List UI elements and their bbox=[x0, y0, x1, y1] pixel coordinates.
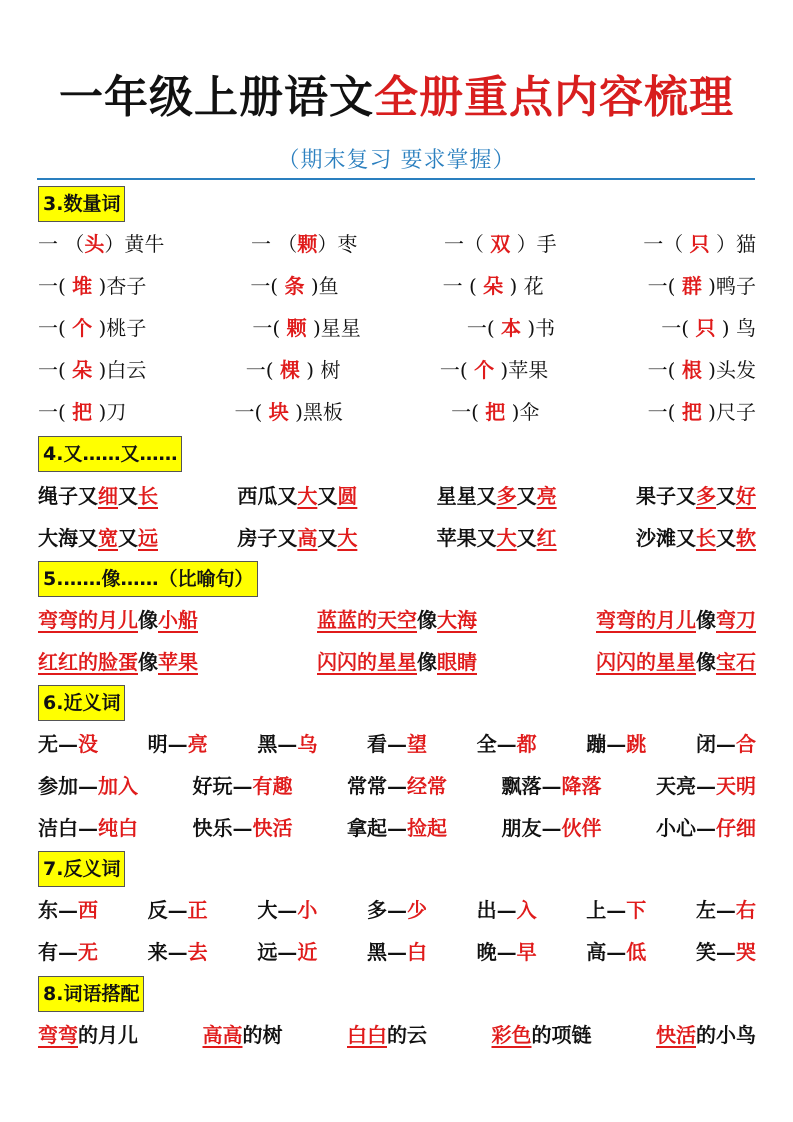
adjective-answer: 远 bbox=[138, 525, 158, 550]
again-item bbox=[437, 480, 557, 509]
collocation-modifier: 快活 bbox=[656, 1022, 696, 1047]
antonyms-item bbox=[586, 894, 646, 923]
synonyms-item bbox=[347, 812, 447, 841]
pair-word: 洁白— bbox=[38, 815, 98, 840]
synonyms-item bbox=[477, 728, 537, 757]
measure-word-answer: 双 bbox=[490, 231, 511, 256]
synonyms-item bbox=[38, 812, 138, 841]
item-text: 一（ bbox=[643, 231, 690, 256]
pair-word: 多— bbox=[366, 897, 407, 922]
adjective-answer: 长 bbox=[138, 483, 158, 508]
collocation-noun: 的小鸟 bbox=[696, 1022, 756, 1047]
pair-answer: 下 bbox=[626, 897, 647, 922]
adjective-answer: 大 bbox=[297, 483, 318, 508]
collocation-modifier: 白白 bbox=[347, 1022, 387, 1047]
collocation-modifier: 彩色 bbox=[491, 1022, 532, 1047]
item-text: ）手 bbox=[510, 231, 557, 256]
pair-answer: 经常 bbox=[407, 773, 447, 798]
measure-word-answer: 把 bbox=[681, 399, 702, 424]
item-text: 一( bbox=[647, 399, 682, 424]
synonyms-item bbox=[367, 728, 427, 757]
collocation-item bbox=[492, 1019, 592, 1048]
pair-word: 看— bbox=[366, 731, 407, 756]
adjective-answer: 长 bbox=[695, 525, 716, 550]
item-text: )杏子 bbox=[92, 273, 147, 298]
section-header-collocation: 8.词语搭配 bbox=[38, 976, 144, 1012]
item-text: 一( bbox=[234, 399, 269, 424]
pair-answer: 跳 bbox=[626, 731, 647, 756]
item-text: 一( bbox=[252, 315, 287, 340]
pair-word: 晚— bbox=[476, 939, 517, 964]
item-text: 一 （ bbox=[250, 231, 298, 256]
item-text: 又 bbox=[317, 525, 338, 550]
item-text: 又 bbox=[715, 525, 736, 550]
pair-answer: 都 bbox=[516, 731, 537, 756]
simile-row bbox=[38, 644, 756, 676]
simile-connector: 像 bbox=[138, 649, 158, 674]
pair-answer: 小 bbox=[297, 897, 318, 922]
pair-word: 黑— bbox=[366, 939, 407, 964]
item-text: 西瓜又 bbox=[237, 483, 298, 508]
pair-answer: 望 bbox=[406, 731, 427, 756]
pair-answer: 西 bbox=[78, 897, 98, 922]
collocation-item bbox=[656, 1019, 756, 1048]
measure-word-answer: 朵 bbox=[483, 273, 504, 298]
item-text: 绳子又 bbox=[38, 483, 98, 508]
pair-word: 明— bbox=[147, 731, 188, 756]
pair-word: 无— bbox=[38, 731, 78, 756]
antonyms-item bbox=[148, 894, 208, 923]
pair-answer: 亮 bbox=[187, 731, 208, 756]
measure-item bbox=[246, 354, 341, 383]
section-header-simile: 5.……像……（比喻句） bbox=[38, 561, 258, 597]
item-text: 一( bbox=[661, 315, 696, 340]
pair-answer: 近 bbox=[297, 939, 318, 964]
item-text: 又 bbox=[317, 483, 338, 508]
section-header-again: 4.又……又…… bbox=[38, 436, 182, 472]
measure-word-answer: 棵 bbox=[279, 357, 300, 382]
pair-answer: 天明 bbox=[716, 773, 756, 798]
synonyms-item bbox=[656, 812, 756, 841]
measure-item bbox=[648, 354, 756, 383]
item-text: )刀 bbox=[92, 399, 127, 424]
again-row bbox=[38, 520, 756, 552]
measure-word-answer: 颗 bbox=[297, 231, 318, 256]
adjective-answer: 圆 bbox=[337, 483, 358, 508]
collocation-item bbox=[347, 1019, 427, 1048]
simile-subject: 弯弯的月儿 bbox=[38, 607, 138, 632]
pair-word: 上— bbox=[586, 897, 627, 922]
pair-word: 拿起— bbox=[347, 815, 407, 840]
adjective-answer: 多 bbox=[695, 483, 716, 508]
measure-word-answer: 颗 bbox=[286, 315, 307, 340]
antonyms-row bbox=[38, 934, 756, 966]
measure-word-answer: 把 bbox=[72, 399, 93, 424]
antonyms-item bbox=[477, 894, 537, 923]
adjective-answer: 大 bbox=[337, 525, 358, 550]
again-item bbox=[636, 522, 756, 551]
simile-row bbox=[38, 602, 756, 634]
measure-item bbox=[38, 270, 146, 299]
item-text: 又 bbox=[118, 483, 138, 508]
simile-item bbox=[596, 604, 756, 633]
item-text: )书 bbox=[521, 315, 556, 340]
synonyms-item bbox=[502, 812, 602, 841]
again-item bbox=[38, 522, 158, 551]
item-text: 一( bbox=[466, 315, 502, 340]
pair-answer: 没 bbox=[78, 731, 98, 756]
adjective-answer: 细 bbox=[98, 483, 118, 508]
synonyms-item bbox=[347, 770, 447, 799]
simile-connector: 像 bbox=[138, 607, 158, 632]
simile-item bbox=[317, 604, 477, 633]
measure-word-answer: 个 bbox=[474, 357, 495, 382]
item-text: 一( bbox=[451, 399, 486, 424]
pair-word: 参加— bbox=[38, 773, 98, 798]
item-text: 星星又 bbox=[436, 483, 497, 508]
measure-row bbox=[38, 226, 756, 258]
pair-answer: 伙伴 bbox=[561, 815, 602, 840]
pair-answer: 早 bbox=[516, 939, 537, 964]
simile-object: 宝石 bbox=[716, 649, 756, 674]
pair-answer: 去 bbox=[187, 939, 208, 964]
pair-word: 飘落— bbox=[501, 773, 562, 798]
again-item bbox=[636, 480, 756, 509]
page-title bbox=[0, 70, 793, 126]
item-text: 一 （ bbox=[38, 231, 85, 256]
simile-subject: 闪闪的星星 bbox=[317, 649, 417, 674]
collocation-noun: 的月儿 bbox=[78, 1022, 138, 1047]
measure-row bbox=[38, 352, 756, 384]
measure-word-answer: 本 bbox=[501, 315, 522, 340]
page-subtitle: （期末复习 要求掌握） bbox=[277, 148, 516, 173]
pair-word: 高— bbox=[586, 939, 627, 964]
antonyms-item bbox=[257, 894, 317, 923]
simile-subject: 闪闪的星星 bbox=[596, 649, 696, 674]
simile-subject: 蓝蓝的天空 bbox=[317, 607, 417, 632]
adjective-answer: 红 bbox=[536, 525, 557, 550]
measure-word-answer: 群 bbox=[681, 273, 702, 298]
pair-answer: 有趣 bbox=[252, 773, 293, 798]
synonyms-item bbox=[502, 770, 602, 799]
pair-answer: 右 bbox=[735, 897, 756, 922]
simile-item bbox=[38, 646, 198, 675]
measure-word-answer: 个 bbox=[72, 315, 93, 340]
item-text: 一 ( bbox=[442, 273, 484, 298]
section-header-measure-words: 3.数量词 bbox=[38, 186, 125, 222]
simile-object: 弯刀 bbox=[716, 607, 756, 632]
simile-connector: 像 bbox=[417, 649, 437, 674]
adjective-answer: 软 bbox=[735, 525, 756, 550]
synonyms-row bbox=[38, 726, 756, 758]
collocation-item bbox=[38, 1019, 138, 1048]
measure-row bbox=[38, 394, 756, 426]
pair-answer: 合 bbox=[735, 731, 756, 756]
pair-word: 东— bbox=[38, 897, 78, 922]
measure-item bbox=[648, 396, 756, 425]
item-text: 一( bbox=[38, 315, 73, 340]
item-text: 房子又 bbox=[237, 525, 298, 550]
item-text: )尺子 bbox=[701, 399, 756, 424]
pair-answer: 快活 bbox=[252, 815, 293, 840]
measure-item bbox=[444, 228, 557, 257]
synonyms-item bbox=[656, 770, 756, 799]
simile-object: 苹果 bbox=[158, 649, 198, 674]
measure-item bbox=[443, 270, 544, 299]
measure-word-answer: 堆 bbox=[72, 273, 93, 298]
antonyms-item bbox=[148, 936, 208, 965]
pair-answer: 乌 bbox=[297, 731, 318, 756]
antonyms-item bbox=[367, 894, 427, 923]
item-text: ) 鸟 bbox=[715, 315, 756, 340]
pair-word: 黑— bbox=[257, 731, 298, 756]
measure-word-answer: 根 bbox=[681, 357, 702, 382]
pair-word: 蹦— bbox=[586, 731, 627, 756]
item-text: )鸭子 bbox=[701, 273, 756, 298]
synonyms-row bbox=[38, 768, 756, 800]
measure-word-answer: 只 bbox=[695, 315, 716, 340]
antonyms-item bbox=[696, 936, 756, 965]
antonyms-item bbox=[586, 936, 646, 965]
pair-word: 出— bbox=[476, 897, 517, 922]
item-text: )伞 bbox=[505, 399, 540, 424]
pair-word: 小心— bbox=[656, 815, 716, 840]
antonyms-item bbox=[696, 894, 756, 923]
synonyms-item bbox=[586, 728, 646, 757]
item-text: )鱼 bbox=[304, 273, 339, 298]
item-text: 又 bbox=[118, 525, 138, 550]
item-text: ) 花 bbox=[503, 273, 544, 298]
pair-word: 反— bbox=[147, 897, 188, 922]
item-text: 一（ bbox=[443, 231, 491, 256]
synonyms-item bbox=[696, 728, 756, 757]
simile-connector: 像 bbox=[696, 607, 716, 632]
item-text: 又 bbox=[516, 525, 537, 550]
antonyms-item bbox=[367, 936, 427, 965]
pair-word: 大— bbox=[257, 897, 298, 922]
pair-answer: 捡起 bbox=[407, 815, 447, 840]
simile-item bbox=[38, 604, 198, 633]
item-text: 又 bbox=[516, 483, 537, 508]
synonyms-item bbox=[38, 728, 98, 757]
item-text: 一( bbox=[38, 273, 73, 298]
measure-item bbox=[467, 312, 555, 341]
again-item bbox=[237, 480, 357, 509]
measure-row bbox=[38, 268, 756, 300]
item-text: )黑板 bbox=[288, 399, 343, 424]
adjective-answer: 宽 bbox=[98, 525, 118, 550]
measure-item bbox=[648, 270, 756, 299]
pair-word: 朋友— bbox=[501, 815, 562, 840]
measure-item bbox=[38, 228, 164, 257]
again-item bbox=[437, 522, 557, 551]
pair-word: 快乐— bbox=[192, 815, 253, 840]
item-text: 又 bbox=[715, 483, 736, 508]
simile-subject: 红红的脸蛋 bbox=[38, 649, 138, 674]
collocation-modifier: 弯弯 bbox=[38, 1022, 78, 1047]
synonyms-row bbox=[38, 810, 756, 842]
measure-item bbox=[661, 312, 756, 341]
item-text: 一( bbox=[647, 357, 682, 382]
pair-word: 天亮— bbox=[656, 773, 716, 798]
pair-answer: 加入 bbox=[98, 773, 138, 798]
pair-word: 左— bbox=[695, 897, 736, 922]
item-text: 一( bbox=[439, 357, 475, 382]
simile-item bbox=[317, 646, 477, 675]
synonyms-item bbox=[148, 728, 208, 757]
measure-item bbox=[38, 396, 126, 425]
item-text: ）黄牛 bbox=[104, 231, 165, 256]
collocation-modifier: 高高 bbox=[202, 1022, 243, 1047]
item-text: 一( bbox=[245, 357, 280, 382]
pair-answer: 白 bbox=[406, 939, 427, 964]
antonyms-item bbox=[38, 894, 98, 923]
measure-item bbox=[38, 354, 146, 383]
item-text: 一( bbox=[38, 357, 73, 382]
item-text: 大海又 bbox=[38, 525, 98, 550]
measure-word-answer: 条 bbox=[284, 273, 305, 298]
measure-item bbox=[250, 270, 338, 299]
again-item bbox=[38, 480, 158, 509]
pair-answer: 哭 bbox=[735, 939, 756, 964]
pair-word: 远— bbox=[257, 939, 298, 964]
pair-answer: 少 bbox=[406, 897, 427, 922]
again-row bbox=[38, 478, 756, 510]
simile-object: 小船 bbox=[158, 607, 198, 632]
measure-word-answer: 头 bbox=[84, 231, 105, 256]
pair-answer: 仔细 bbox=[716, 815, 756, 840]
pair-word: 全— bbox=[476, 731, 517, 756]
collocation-row bbox=[38, 1017, 756, 1049]
simile-object: 眼睛 bbox=[437, 649, 477, 674]
adjective-answer: 高 bbox=[297, 525, 318, 550]
measure-item bbox=[38, 312, 146, 341]
antonyms-row bbox=[38, 892, 756, 924]
antonyms-item bbox=[257, 936, 317, 965]
item-text: )白云 bbox=[92, 357, 147, 382]
adjective-answer: 大 bbox=[496, 525, 517, 550]
item-text: 沙滩又 bbox=[635, 525, 696, 550]
adjective-answer: 好 bbox=[735, 483, 756, 508]
synonyms-item bbox=[257, 728, 317, 757]
synonyms-item bbox=[193, 812, 293, 841]
simile-object: 大海 bbox=[437, 607, 477, 632]
measure-row bbox=[38, 310, 756, 342]
pair-word: 来— bbox=[147, 939, 188, 964]
title-part-1: 一年级上册语文 bbox=[59, 72, 374, 123]
item-text: )桃子 bbox=[92, 315, 147, 340]
simile-connector: 像 bbox=[417, 607, 437, 632]
item-text: )苹果 bbox=[494, 357, 549, 382]
adjective-answer: 多 bbox=[496, 483, 517, 508]
item-text: )星星 bbox=[306, 315, 361, 340]
item-text: 一( bbox=[647, 273, 682, 298]
pair-word: 常常— bbox=[347, 773, 407, 798]
measure-word-answer: 朵 bbox=[72, 357, 93, 382]
measure-item bbox=[251, 228, 357, 257]
pair-answer: 正 bbox=[187, 897, 208, 922]
measure-word-answer: 只 bbox=[689, 231, 710, 256]
title-part-2: 全册重点内容梳理 bbox=[374, 72, 734, 123]
item-text: 果子又 bbox=[635, 483, 696, 508]
title-divider bbox=[37, 178, 755, 180]
item-text: )头发 bbox=[701, 357, 756, 382]
simile-item bbox=[596, 646, 756, 675]
item-text: 一( bbox=[38, 399, 73, 424]
antonyms-item bbox=[477, 936, 537, 965]
measure-item bbox=[440, 354, 548, 383]
collocation-noun: 的项链 bbox=[531, 1022, 592, 1047]
pair-answer: 降落 bbox=[561, 773, 602, 798]
collocation-item bbox=[203, 1019, 283, 1048]
pair-answer: 无 bbox=[78, 939, 98, 964]
pair-answer: 纯白 bbox=[98, 815, 138, 840]
simile-connector: 像 bbox=[696, 649, 716, 674]
pair-word: 闭— bbox=[695, 731, 736, 756]
collocation-noun: 的树 bbox=[242, 1022, 283, 1047]
item-text: 苹果又 bbox=[436, 525, 497, 550]
measure-item bbox=[252, 312, 360, 341]
section-header-antonyms: 7.反义词 bbox=[38, 851, 125, 887]
pair-answer: 入 bbox=[516, 897, 537, 922]
item-text: ) 树 bbox=[299, 357, 341, 382]
measure-item bbox=[451, 396, 539, 425]
section-header-synonyms: 6.近义词 bbox=[38, 685, 125, 721]
item-text: ）枣 bbox=[317, 231, 358, 256]
measure-word-answer: 块 bbox=[268, 399, 289, 424]
collocation-noun: 的云 bbox=[387, 1022, 427, 1047]
pair-word: 笑— bbox=[695, 939, 736, 964]
measure-item bbox=[235, 396, 343, 425]
synonyms-item bbox=[193, 770, 293, 799]
pair-word: 好玩— bbox=[192, 773, 253, 798]
measure-item bbox=[643, 228, 756, 257]
adjective-answer: 亮 bbox=[536, 483, 557, 508]
antonyms-item bbox=[38, 936, 98, 965]
item-text: ）猫 bbox=[709, 231, 756, 256]
again-item bbox=[237, 522, 357, 551]
synonyms-item bbox=[38, 770, 138, 799]
measure-word-answer: 把 bbox=[485, 399, 506, 424]
pair-word: 有— bbox=[38, 939, 78, 964]
item-text: 一( bbox=[250, 273, 285, 298]
simile-subject: 弯弯的月儿 bbox=[596, 607, 696, 632]
pair-answer: 低 bbox=[626, 939, 647, 964]
